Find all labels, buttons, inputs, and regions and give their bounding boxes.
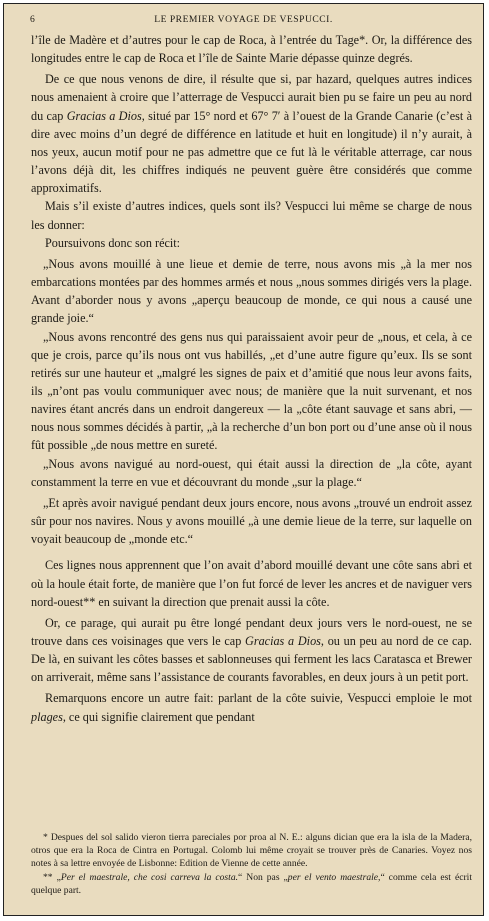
running-title: LE PREMIER VOYAGE DE VESPUCCI. (154, 14, 333, 25)
body-text (31, 31, 472, 726)
page-number: 6 (30, 14, 36, 25)
emphasized-word: plages (31, 709, 63, 724)
footnotes (31, 831, 472, 897)
paragraph: Mais s’il existe d’autres indices, quels sont ils? Vespucci lui même se charge de nous les donner: (31, 199, 472, 232)
place-name: Gracias a Dios (245, 634, 321, 648)
quotation: „Nous avons rencontré des gens nus qui paraissaient avoir peur de „nous, et cela, à ce que je crois, parce qu’ils nous ont vus habillés, „et d’une autre figure qu’eux. Ils se sont retirés sur une hauteur et „malgré les signes de paix et d’amitié que nous leur avons faits, ils „n’ont pas voulu communiquer avec nous; de manière que la nuit survenant, et nos navires étant ancrés dans un endroit dangereux — la „côte étant sauvage et sans abri, — nous nous sommes décidés à partir, „à la recherche d’un bon port ou d’une anse où il nous fût possible „de nous mettre en sureté. (31, 329, 472, 453)
footnote: ** „Per el maestrale, che cosi carreva la costa.“ Non pas „per el vento maestrale,“ comme cela est écrit quelque part. (31, 871, 472, 896)
paragraph: Or, ce parage, qui aurait pu être longé pendant deux jours vers le nord-ouest, ne se trouve dans ces voisinages que vers le cap Gracias a Dios, ou un peu au nord de ce cap. De là, en suivant les côtes basses et sablonneuses qui ferment les lacs Caratasca et Brewer on arriverait, même sans l’assistance de courants favorables, en deux jours à un petit port. (31, 615, 472, 685)
quotation: „Nous avons navigué au nord-ouest, qui était aussi la direction de „la côte, ayant constamment la terre en vue et découvrant du monde „sur la plage.“ (31, 456, 472, 489)
page-header (4, 14, 483, 28)
footnote: * Despues del sol salido vieron tierra pareciales por proa al N. E.: alguns dician que era la isla de la Madera, otros que era la Roca de Cintra en Portugal. Colomb lui même croyait se trouver près de Canaries. Voyez nos notes à sa lettre envoyée de Lisbonne: Edition de Vienne de cette année. (31, 832, 472, 870)
paragraph: Poursuivons donc son récit: (45, 235, 181, 250)
paragraph: De ce que nous venons de dire, il résulte que si, par hazard, quelques autres indices nous amenaient à croire que l’atterrage de Vespucci aurait bien pu se faire un peu au nord du cap Gracias a Dios, situé par 15° nord et 67° 7′ à l’ouest de la Grande Canarie (c’est à dire avec moins d’un degré de différence en latitude et huit en longitude) il n’y aurait, à nos yeux, aucun motif pour ne pas admettre que ce fut là le véritable atterrage, car nous l’avons déjà dit, les chiffres indiqués ne peuvent guère être considérés que comme approximatifs. (31, 72, 473, 196)
quotation: „Nous avons mouillé à une lieue et demie de terre, nous avons mis „à la mer nos embarcations montées par des hommes armés et nous „nous sommes dirigés vers la plage. Avant d’aborder nous y avons „aperçu beaucoup de monde, ce qui nous a causé une grande joie.“ (31, 256, 472, 326)
place-name: Gracias a Dios (66, 108, 142, 123)
book-page (3, 3, 484, 916)
paragraph: Ces lignes nous apprennent que l’on avait d’abord mouillé devant une côte sans abri et où la houle était forte, de manière que l’on fut forcé de lever les ancres et de naviguer vers nord-ouest** en suivant la direction que prenait aussi la côte. (31, 558, 472, 609)
quotation: „Et après avoir navigué pendant deux jours encore, nous avons „trouvé un endroit assez sûr pour nos navires. Nous y avons mouillé „à une demie lieue de la terre, sur laquelle on voyait beaucoup de „monde etc.“ (31, 495, 472, 547)
paragraph: Remarquons encore un autre fait: parlant de la côte suivie, Vespucci emploie le mot plages, ce qui signifie clairement que pendant (31, 691, 472, 724)
paragraph: l’île de Madère et d’autres pour le cap de Roca, à l’entrée du Tage*. Or, la différence des longitudes entre le cap de Roca et l’île de Sainte Marie dépasse quinze degrés. (31, 33, 472, 66)
